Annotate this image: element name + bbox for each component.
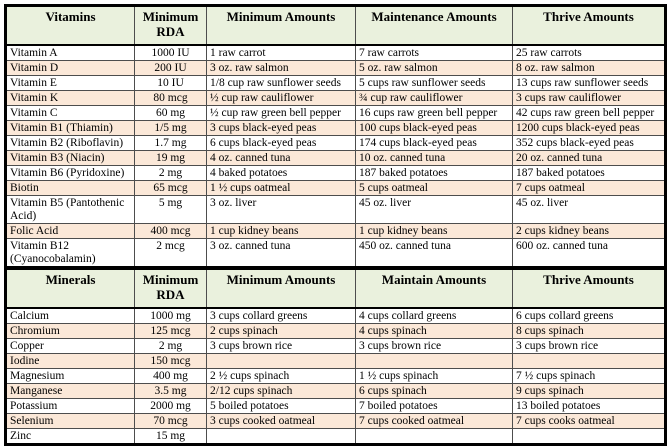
column-header: Vitamins bbox=[6, 6, 135, 46]
table-cell: 125 mcg bbox=[135, 324, 207, 339]
table-cell: Biotin bbox=[6, 181, 135, 196]
table-cell: Zinc bbox=[6, 429, 135, 445]
column-header: Maintain Amounts bbox=[356, 269, 513, 309]
table-cell: 5 cups raw sunflower seeds bbox=[356, 76, 513, 91]
table-cell: 3 cups brown rice bbox=[513, 339, 666, 354]
table-cell: 3 cups raw cauliflower bbox=[513, 91, 666, 106]
table-cell: 42 cups raw green bell pepper bbox=[513, 106, 666, 121]
table-cell: 7 boiled potatoes bbox=[356, 399, 513, 414]
table-row bbox=[6, 136, 666, 151]
table-row bbox=[6, 151, 666, 166]
column-header: Minimum RDA bbox=[135, 269, 207, 309]
table-cell: Vitamin D bbox=[6, 61, 135, 76]
table-cell: 7 cups oatmeal bbox=[513, 181, 666, 196]
table-cell: 187 baked potatoes bbox=[513, 166, 666, 181]
table-cell: 2 cups spinach bbox=[207, 324, 356, 339]
table-cell: 80 mcg bbox=[135, 91, 207, 106]
table-cell: Chromium bbox=[6, 324, 135, 339]
table-cell: 60 mg bbox=[135, 106, 207, 121]
table-row bbox=[6, 45, 666, 61]
table-row bbox=[6, 239, 666, 268]
table-cell: 1200 cups black-eyed peas bbox=[513, 121, 666, 136]
vitamins-table bbox=[4, 4, 667, 269]
column-header: Minimum Amounts bbox=[207, 6, 356, 46]
table-cell: 200 IU bbox=[135, 61, 207, 76]
vitamins-table-header bbox=[6, 6, 666, 46]
table-cell bbox=[513, 354, 666, 369]
table-cell: 6 cups black-eyed peas bbox=[207, 136, 356, 151]
table-cell: 15 mg bbox=[135, 429, 207, 445]
table-cell: 3 cups brown rice bbox=[356, 339, 513, 354]
table-cell bbox=[207, 354, 356, 369]
table-cell: 6 cups collard greens bbox=[513, 308, 666, 324]
table-row bbox=[6, 339, 666, 354]
table-cell: 2 mg bbox=[135, 166, 207, 181]
table-cell: 187 baked potatoes bbox=[356, 166, 513, 181]
vitamins-header-row bbox=[6, 6, 666, 46]
table-cell: 352 cups black-eyed peas bbox=[513, 136, 666, 151]
table-cell: 5 cups oatmeal bbox=[356, 181, 513, 196]
table-cell: 1/5 mg bbox=[135, 121, 207, 136]
table-cell: Selenium bbox=[6, 414, 135, 429]
table-cell: 1 cup kidney beans bbox=[356, 224, 513, 239]
table-cell: 100 cups black-eyed peas bbox=[356, 121, 513, 136]
table-cell: 10 oz. canned tuna bbox=[356, 151, 513, 166]
table-row bbox=[6, 354, 666, 369]
table-cell: 45 oz. liver bbox=[513, 196, 666, 224]
minerals-table bbox=[4, 267, 667, 446]
table-cell: 19 mg bbox=[135, 151, 207, 166]
table-cell: 9 cups spinach bbox=[513, 384, 666, 399]
table-row bbox=[6, 121, 666, 136]
table-row bbox=[6, 324, 666, 339]
table-cell: 1 cup kidney beans bbox=[207, 224, 356, 239]
table-row bbox=[6, 399, 666, 414]
table-cell: 65 mcg bbox=[135, 181, 207, 196]
table-cell: 1 raw carrot bbox=[207, 45, 356, 61]
table-cell: 600 oz. canned tuna bbox=[513, 239, 666, 268]
table-cell: Vitamin B1 (Thiamin) bbox=[6, 121, 135, 136]
table-cell: ¾ cup raw cauliflower bbox=[356, 91, 513, 106]
column-header: Minimum Amounts bbox=[207, 269, 356, 309]
table-cell: Calcium bbox=[6, 308, 135, 324]
table-cell: 25 raw carrots bbox=[513, 45, 666, 61]
minerals-table-header bbox=[6, 269, 666, 309]
table-cell: Vitamin A bbox=[6, 45, 135, 61]
table-cell: 13 cups raw sunflower seeds bbox=[513, 76, 666, 91]
table-cell: 4 cups collard greens bbox=[356, 308, 513, 324]
table-cell: 400 mcg bbox=[135, 224, 207, 239]
table-row bbox=[6, 224, 666, 239]
table-cell: 400 mg bbox=[135, 369, 207, 384]
table-cell: 7 cups cooks oatmeal bbox=[513, 414, 666, 429]
table-cell: 7 raw carrots bbox=[356, 45, 513, 61]
column-header: Minimum RDA bbox=[135, 6, 207, 46]
table-cell: 1/8 cup raw sunflower seeds bbox=[207, 76, 356, 91]
column-header: Minerals bbox=[6, 269, 135, 309]
table-cell: 2 cups kidney beans bbox=[513, 224, 666, 239]
column-header: Thrive Amounts bbox=[513, 269, 666, 309]
minerals-table-body bbox=[6, 308, 666, 445]
table-cell: Vitamin B5 (Pantothenic Acid) bbox=[6, 196, 135, 224]
table-row bbox=[6, 384, 666, 399]
table-cell: 13 boiled potatoes bbox=[513, 399, 666, 414]
table-cell: 2/12 cups spinach bbox=[207, 384, 356, 399]
table-cell: 1000 mg bbox=[135, 308, 207, 324]
table-cell bbox=[207, 429, 356, 445]
table-cell: 2 mg bbox=[135, 339, 207, 354]
vitamins-table-body bbox=[6, 45, 666, 268]
table-row bbox=[6, 369, 666, 384]
table-cell: 3 cups cooked oatmeal bbox=[207, 414, 356, 429]
table-row bbox=[6, 196, 666, 224]
table-row bbox=[6, 106, 666, 121]
table-cell: 3 cups black-eyed peas bbox=[207, 121, 356, 136]
table-cell: Vitamin B6 (Pyridoxine) bbox=[6, 166, 135, 181]
table-cell: Copper bbox=[6, 339, 135, 354]
table-cell: 150 mcg bbox=[135, 354, 207, 369]
column-header: Thrive Amounts bbox=[513, 6, 666, 46]
table-cell: 16 cups raw green bell pepper bbox=[356, 106, 513, 121]
table-cell bbox=[356, 429, 513, 445]
table-cell: 8 oz. raw salmon bbox=[513, 61, 666, 76]
table-row bbox=[6, 308, 666, 324]
table-cell: 2 mcg bbox=[135, 239, 207, 268]
table-cell: 3.5 mg bbox=[135, 384, 207, 399]
table-cell: 10 IU bbox=[135, 76, 207, 91]
table-cell: 4 cups spinach bbox=[356, 324, 513, 339]
table-cell bbox=[513, 429, 666, 445]
column-header: Maintenance Amounts bbox=[356, 6, 513, 46]
table-cell: 2000 mg bbox=[135, 399, 207, 414]
table-cell: Magnesium bbox=[6, 369, 135, 384]
table-cell: Iodine bbox=[6, 354, 135, 369]
table-row bbox=[6, 76, 666, 91]
table-cell: 70 mcg bbox=[135, 414, 207, 429]
table-cell: Vitamin B3 (Niacin) bbox=[6, 151, 135, 166]
table-cell: 3 oz. liver bbox=[207, 196, 356, 224]
table-cell: 20 oz. canned tuna bbox=[513, 151, 666, 166]
table-cell: Potassium bbox=[6, 399, 135, 414]
table-row bbox=[6, 429, 666, 445]
table-cell: ½ cup raw green bell pepper bbox=[207, 106, 356, 121]
table-cell: 3 cups collard greens bbox=[207, 308, 356, 324]
table-row bbox=[6, 61, 666, 76]
table-cell: 1000 IU bbox=[135, 45, 207, 61]
table-cell: 1 ½ cups spinach bbox=[356, 369, 513, 384]
minerals-header-row bbox=[6, 269, 666, 309]
table-cell: Vitamin E bbox=[6, 76, 135, 91]
table-cell: 3 oz. canned tuna bbox=[207, 239, 356, 268]
table-cell: 1.7 mg bbox=[135, 136, 207, 151]
table-cell bbox=[356, 354, 513, 369]
table-cell: Folic Acid bbox=[6, 224, 135, 239]
table-cell: 5 boiled potatoes bbox=[207, 399, 356, 414]
table-cell: Vitamin B2 (Riboflavin) bbox=[6, 136, 135, 151]
table-cell: 1 ½ cups oatmeal bbox=[207, 181, 356, 196]
table-cell: 174 cups black-eyed peas bbox=[356, 136, 513, 151]
table-cell: 5 mg bbox=[135, 196, 207, 224]
table-cell: 4 baked potatoes bbox=[207, 166, 356, 181]
table-cell: Manganese bbox=[6, 384, 135, 399]
table-cell: 5 oz. raw salmon bbox=[356, 61, 513, 76]
table-cell: 7 cups cooked oatmeal bbox=[356, 414, 513, 429]
table-row bbox=[6, 414, 666, 429]
table-cell: 8 cups spinach bbox=[513, 324, 666, 339]
table-cell: Vitamin K bbox=[6, 91, 135, 106]
table-cell: Vitamin C bbox=[6, 106, 135, 121]
table-cell: ½ cup raw cauliflower bbox=[207, 91, 356, 106]
table-cell: Vitamin B12 (Cyanocobalamin) bbox=[6, 239, 135, 268]
table-row bbox=[6, 181, 666, 196]
table-cell: 6 cups spinach bbox=[356, 384, 513, 399]
table-cell: 7 ½ cups spinach bbox=[513, 369, 666, 384]
table-cell: 45 oz. liver bbox=[356, 196, 513, 224]
table-cell: 4 oz. canned tuna bbox=[207, 151, 356, 166]
table-cell: 3 oz. raw salmon bbox=[207, 61, 356, 76]
table-cell: 450 oz. canned tuna bbox=[356, 239, 513, 268]
table-cell: 2 ½ cups spinach bbox=[207, 369, 356, 384]
table-row bbox=[6, 166, 666, 181]
table-row bbox=[6, 91, 666, 106]
table-cell: 3 cups brown rice bbox=[207, 339, 356, 354]
